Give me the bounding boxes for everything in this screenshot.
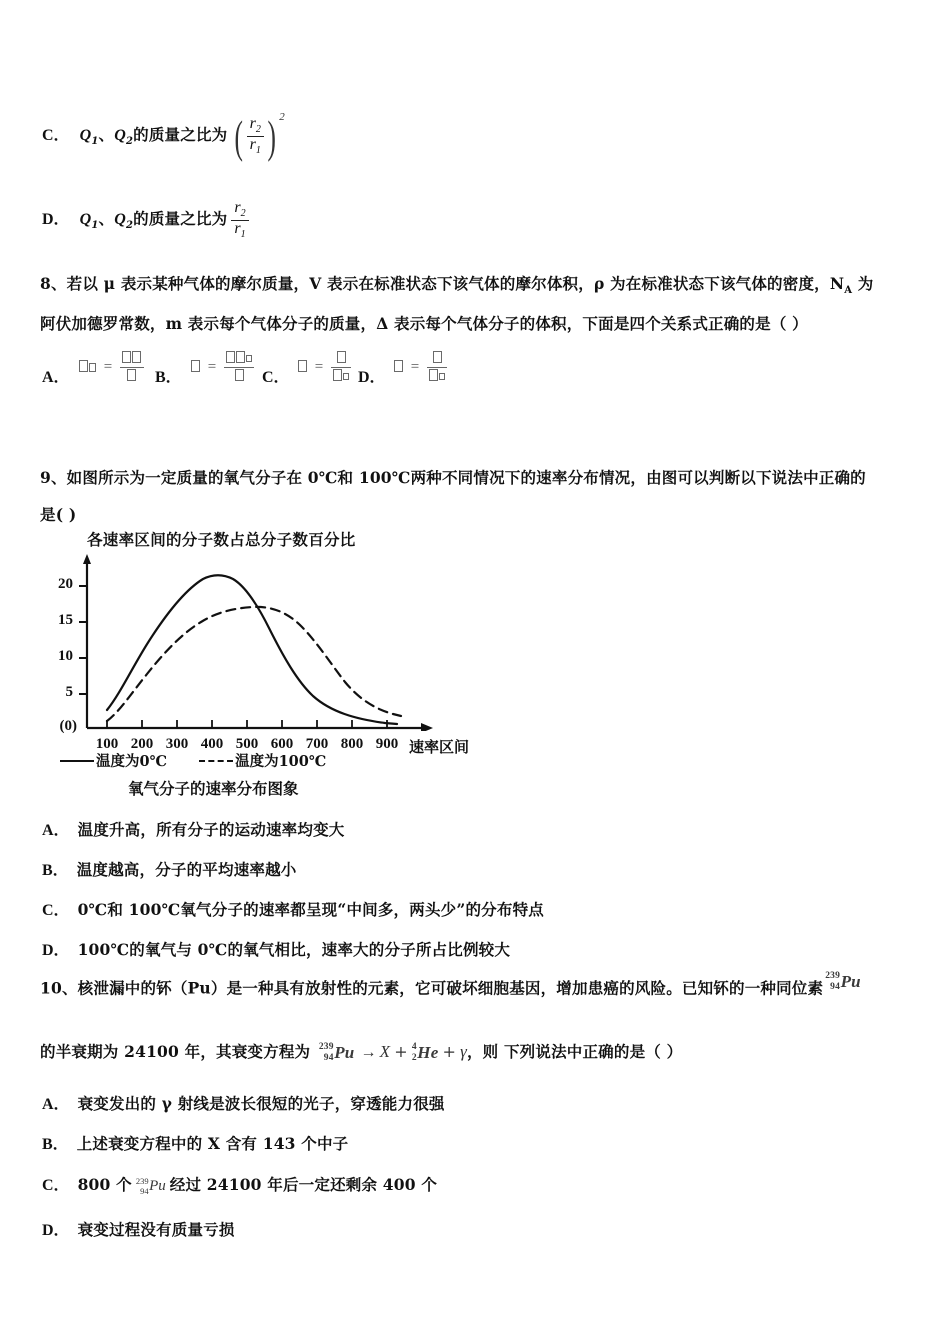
legend-label-100c: 温度为100℃ bbox=[235, 753, 327, 770]
atomic-number: 2 bbox=[411, 1052, 417, 1063]
q10-stem-line-1 bbox=[40, 972, 861, 999]
tofu-glyph bbox=[89, 363, 96, 372]
product-x: X bbox=[379, 1042, 391, 1061]
mass-number: 239 bbox=[135, 1176, 149, 1187]
q10-option-d-label: D． bbox=[42, 1222, 70, 1239]
q8-option-d-label: D． bbox=[358, 369, 386, 386]
q9-option-a-text: 温度升高，所有分子的运动速率均变大 bbox=[77, 820, 345, 839]
q7-option-d-text bbox=[79, 208, 228, 231]
left-paren: ( bbox=[234, 111, 244, 162]
fraction-denominator: $r_1$ bbox=[247, 136, 264, 157]
q8-option-d-formula bbox=[393, 350, 447, 386]
q10-stem-line-2 bbox=[40, 1040, 682, 1063]
x-tick-label-700: 700 bbox=[305, 736, 329, 752]
q9-option-d-text: 100℃的氧气与 0℃的氧气相比，速率大的分子所占比例较大 bbox=[77, 940, 511, 959]
equation-parent-nuclide bbox=[319, 1043, 355, 1063]
fraction-numerator bbox=[331, 350, 352, 367]
x-tick-label-600: 600 bbox=[270, 736, 294, 752]
q10-stem-line-2-suffix: ，则 下列说法中正确的是（ ） bbox=[466, 1042, 683, 1061]
q10-option-c-label: C． bbox=[42, 1177, 70, 1194]
element-symbol: Pu bbox=[149, 1177, 166, 1194]
tofu-glyph bbox=[343, 373, 349, 380]
arrow-icon: → bbox=[360, 1044, 377, 1061]
mass-number: 239 bbox=[318, 1042, 334, 1053]
tofu-glyph bbox=[122, 351, 131, 363]
tofu-glyph bbox=[298, 360, 307, 372]
series-line-100c bbox=[107, 607, 401, 721]
q7-option-c-text bbox=[79, 125, 228, 148]
symbol-q2-sub: 2 bbox=[125, 136, 134, 148]
q7-option-d bbox=[42, 200, 249, 240]
mass-number: 4 bbox=[411, 1042, 417, 1052]
q7-option-c-fraction-group bbox=[231, 110, 284, 163]
q10-option-d bbox=[42, 1217, 235, 1240]
q7-option-c bbox=[42, 110, 285, 163]
q9-option-b-text: 温度越高，分子的平均速率越小 bbox=[76, 860, 297, 879]
symbol-q1-sub: 1 bbox=[91, 136, 99, 148]
right-paren: ) bbox=[267, 111, 276, 162]
q10-option-d-text: 衰变过程没有质量亏损 bbox=[77, 1220, 235, 1239]
formula-fraction bbox=[224, 350, 255, 386]
nuclide-numbers bbox=[319, 1043, 334, 1063]
q8-stem-line-1-text: 8、若以 μ 表示某种气体的摩尔质量，V 表示在标准状态下该气体的摩尔体积，ρ 为在标准状态下该气体的密度，N bbox=[40, 274, 845, 293]
option-c-nuclide bbox=[136, 1177, 166, 1195]
fraction-denominator bbox=[331, 367, 352, 385]
q10-stem-line-1-text: 10、核泄漏中的钚（Pu）是一种具有放射性的元素，它可破坏细胞基因，增加患癌的风险。已知钚的一种同位素 bbox=[40, 978, 824, 998]
y-tick-label-10: 10 bbox=[58, 648, 73, 664]
q7-option-d-phrase: 的质量之比为 bbox=[133, 208, 228, 228]
formula-fraction bbox=[331, 350, 352, 386]
tofu-glyph bbox=[246, 355, 252, 362]
nuclide-numbers bbox=[825, 972, 840, 992]
q8-stem-line-2: 阿伏加德罗常数，m 表示每个气体分子的质量，Δ 表示每个气体分子的体积，下面是四个关系式正确的是（ ） bbox=[40, 314, 808, 333]
exponent: 2 bbox=[279, 111, 285, 124]
mass-number: 239 bbox=[825, 971, 841, 981]
q9-option-a bbox=[42, 817, 344, 840]
tofu-glyph bbox=[394, 360, 403, 372]
q9-stem-line-2: 是( ) bbox=[40, 505, 77, 524]
q8-subscript-a: A bbox=[844, 285, 853, 297]
fraction-numerator: $r_2$ bbox=[249, 115, 261, 136]
series-line-0c bbox=[107, 575, 397, 724]
symbol-q1: Q bbox=[79, 210, 92, 228]
tofu-glyph bbox=[226, 351, 235, 363]
equals-sign: = bbox=[410, 359, 420, 376]
q7-option-c-fraction bbox=[247, 116, 264, 156]
x-axis-ticks bbox=[107, 720, 387, 728]
y-tick-label-0: (0) bbox=[59, 718, 77, 734]
gamma-symbol: γ bbox=[460, 1042, 467, 1061]
q9-option-c-label: C． bbox=[42, 902, 70, 919]
q9-option-d-label: D． bbox=[42, 942, 70, 959]
q9-option-a-label: A． bbox=[42, 822, 70, 839]
tofu-glyph bbox=[235, 369, 244, 381]
element-symbol: He bbox=[417, 1043, 439, 1062]
q10-option-b-text: 上述衰变方程中的 X 含有 143 个中子 bbox=[76, 1134, 349, 1153]
tofu-glyph bbox=[333, 369, 342, 381]
formula-fraction bbox=[427, 350, 448, 386]
tofu-glyph bbox=[191, 360, 200, 372]
q8-option-b-formula bbox=[190, 350, 254, 386]
chart-legend bbox=[60, 750, 326, 771]
q7-option-d-label: D． bbox=[42, 210, 70, 228]
equation-alpha-nuclide bbox=[412, 1043, 439, 1063]
legend-swatch-solid-icon bbox=[60, 760, 94, 762]
q8-option-b-label: B． bbox=[155, 369, 182, 386]
fraction-numerator: $r_2$ bbox=[234, 199, 246, 220]
equals-sign: = bbox=[207, 359, 217, 376]
fraction-numerator bbox=[120, 350, 144, 367]
chart-svg bbox=[45, 546, 445, 731]
separator-1: 、 bbox=[98, 125, 115, 145]
element-symbol: Pu bbox=[334, 1043, 355, 1063]
atomic-number: 94 bbox=[323, 1052, 334, 1063]
fraction-numerator bbox=[224, 350, 255, 367]
legend-label-0c: 温度为0℃ bbox=[96, 753, 167, 770]
x-tick-label-800: 800 bbox=[340, 736, 364, 752]
q10-stem-line-2-prefix: 的半衰期为 24100 年，其衰变方程为 bbox=[40, 1042, 311, 1061]
q9-stem-line-1: 9、如图所示为一定质量的氧气分子在 0℃和 100℃两种不同情况下的速率分布情况，由图可以判断以下说法中正确的 bbox=[40, 468, 866, 487]
x-tick-label-400: 400 bbox=[200, 736, 224, 752]
fraction-denominator bbox=[224, 367, 255, 385]
symbol-q1: Q bbox=[79, 127, 92, 145]
y-axis-arrow bbox=[83, 554, 91, 564]
q8-stem-line-1 bbox=[40, 272, 874, 296]
q8-option-a-formula bbox=[78, 350, 144, 386]
symbol-q2-sub: 2 bbox=[125, 219, 134, 231]
tofu-glyph bbox=[439, 373, 445, 380]
plus-sign-2: + bbox=[442, 1042, 457, 1061]
formula-fraction bbox=[120, 350, 144, 386]
tofu-glyph bbox=[236, 351, 245, 363]
q8-option-c-label: C． bbox=[262, 369, 290, 386]
q10-option-c bbox=[42, 1172, 437, 1195]
separator-2: 、 bbox=[98, 208, 115, 228]
q9-option-b-label: B． bbox=[42, 862, 69, 879]
x-axis-arrow bbox=[421, 723, 433, 731]
nuclide-numbers bbox=[136, 1177, 149, 1195]
x-tick-label-500: 500 bbox=[235, 736, 259, 752]
q8-option-c-formula bbox=[297, 350, 351, 386]
tofu-glyph bbox=[433, 351, 442, 363]
y-tick-label-15: 15 bbox=[58, 612, 73, 628]
fraction-denominator bbox=[427, 367, 448, 385]
x-tick-label-100: 100 bbox=[95, 736, 119, 752]
fraction-numerator bbox=[427, 350, 448, 367]
q10-option-b bbox=[42, 1131, 348, 1154]
x-tick-label-200: 200 bbox=[130, 736, 154, 752]
q9-option-d bbox=[42, 937, 510, 960]
y-tick-label-5: 5 bbox=[65, 684, 73, 700]
legend-swatch-dashed-icon bbox=[199, 760, 233, 762]
plus-sign-1: + bbox=[394, 1042, 408, 1061]
q9-option-b bbox=[42, 857, 297, 880]
x-tick-label-900: 900 bbox=[375, 736, 399, 752]
equals-sign: = bbox=[314, 359, 324, 376]
y-axis-ticks bbox=[79, 586, 87, 694]
fraction-denominator: $r_1$ bbox=[231, 220, 248, 241]
tofu-glyph bbox=[79, 360, 88, 372]
x-axis-label: 速率区间 bbox=[409, 738, 470, 756]
tofu-glyph bbox=[127, 369, 136, 381]
chart-plot-area bbox=[45, 546, 470, 756]
fraction-denominator bbox=[120, 367, 144, 385]
atomic-number: 94 bbox=[140, 1185, 149, 1196]
legend-item-0c bbox=[60, 750, 167, 771]
y-tick-label-20: 20 bbox=[58, 576, 73, 592]
chart-caption: 氧气分子的速率分布图象 bbox=[128, 779, 299, 798]
chart-title: 各速率区间的分子数占总分子数百分比 bbox=[87, 530, 356, 549]
q9-option-c-text: 0℃和 100℃氧气分子的速率都呈现“中间多，两头少”的分布特点 bbox=[77, 900, 544, 919]
q10-option-c-text-after: 经过 24100 年后一定还剩余 400 个 bbox=[169, 1175, 438, 1194]
q10-option-a-text: 衰变发出的 γ 射线是波长很短的光子，穿透能力很强 bbox=[77, 1094, 445, 1113]
q10-option-a-label: A． bbox=[42, 1096, 70, 1113]
legend-item-100c bbox=[199, 750, 326, 771]
nuclide-pu-239 bbox=[825, 972, 861, 992]
atomic-number: 94 bbox=[830, 981, 841, 992]
symbol-q1-sub: 1 bbox=[91, 219, 99, 231]
tofu-glyph bbox=[429, 369, 438, 381]
tofu-glyph bbox=[132, 351, 141, 363]
q7-option-d-fraction bbox=[231, 200, 248, 240]
q10-option-c-text-before: 800 个 bbox=[77, 1175, 132, 1194]
x-tick-label-300: 300 bbox=[165, 736, 189, 752]
symbol-q2: Q bbox=[114, 127, 126, 145]
q9-option-c bbox=[42, 897, 544, 920]
element-symbol: Pu bbox=[840, 972, 861, 991]
q7-option-c-phrase: 的质量之比为 bbox=[133, 125, 228, 145]
tofu-glyph bbox=[337, 351, 346, 363]
q8-option-a-label: A． bbox=[42, 369, 70, 386]
equals-sign: = bbox=[103, 359, 113, 376]
symbol-q2: Q bbox=[114, 210, 126, 228]
q10-option-a bbox=[42, 1091, 445, 1114]
q7-option-c-label: C． bbox=[42, 127, 70, 145]
q10-option-b-label: B． bbox=[42, 1136, 69, 1153]
q8-stem-line-1-tail: 为 bbox=[852, 274, 874, 293]
